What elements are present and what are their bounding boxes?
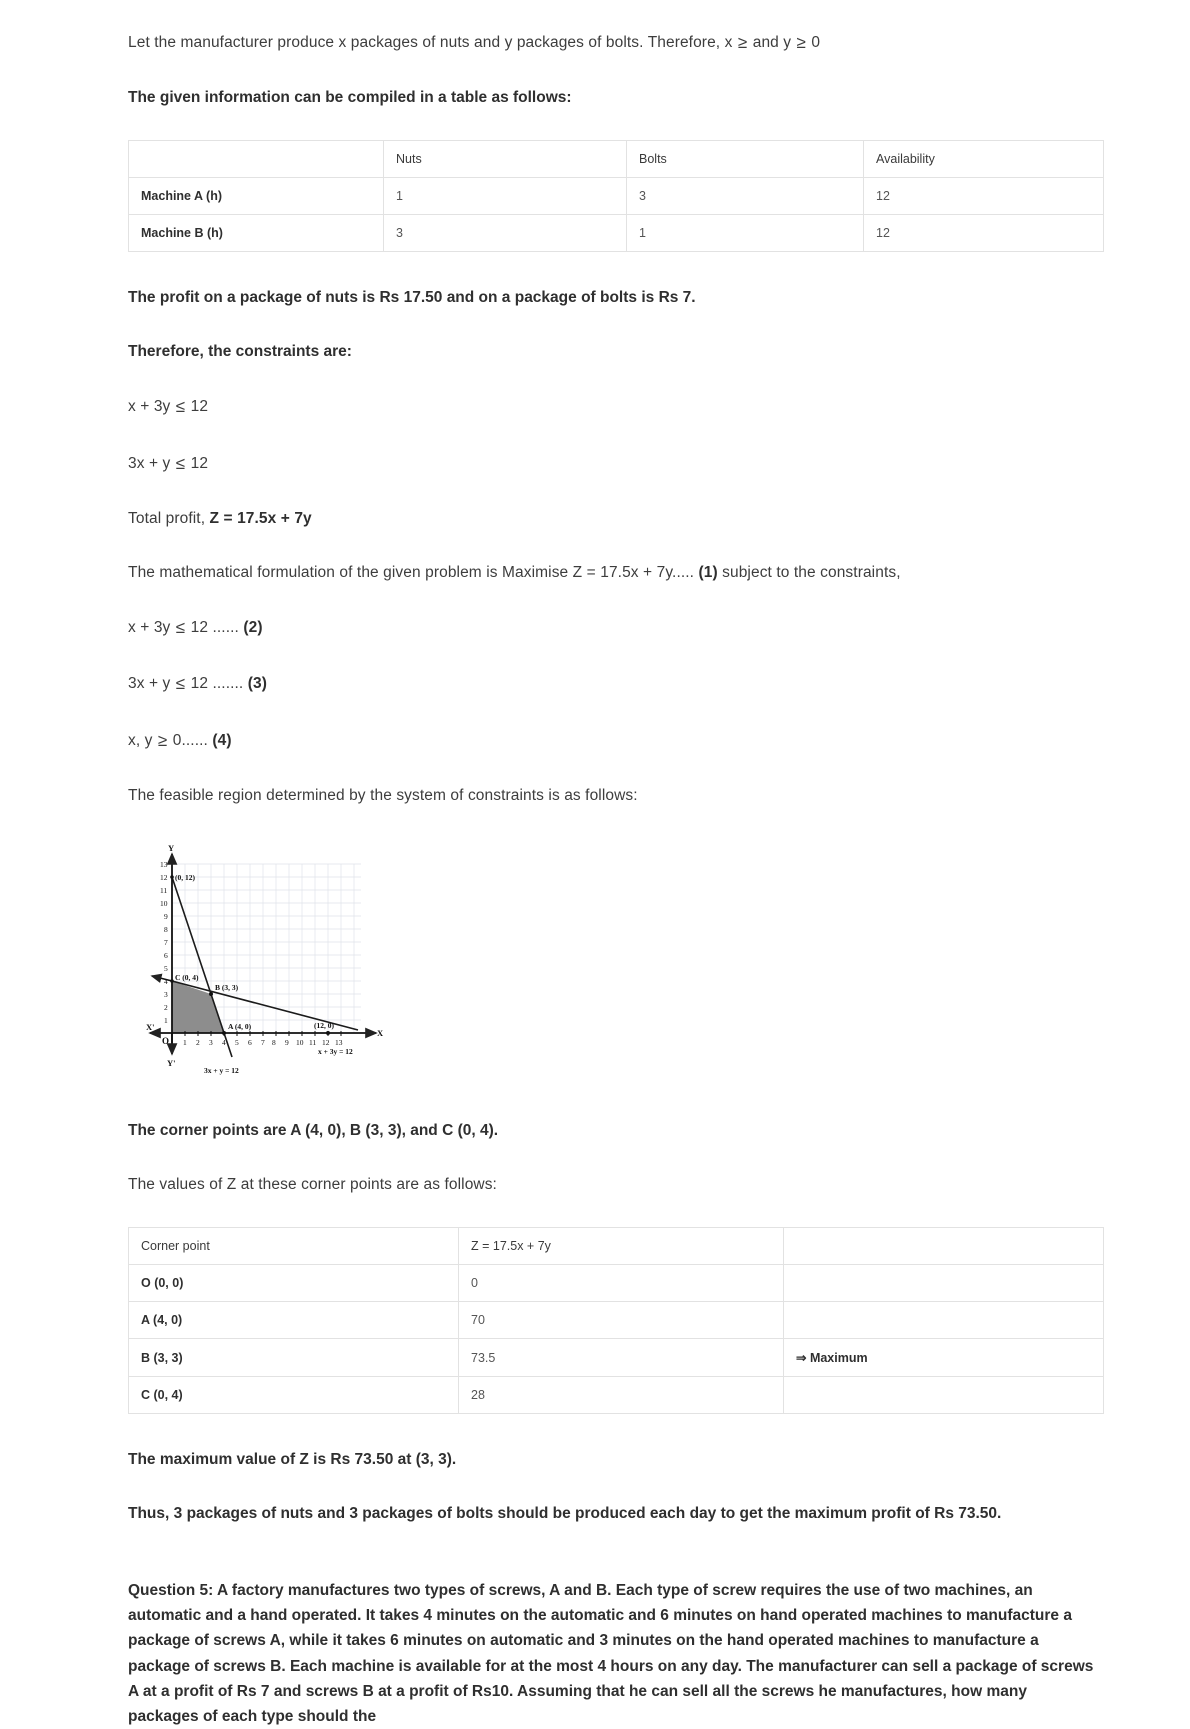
greater-equal-symbol-2: ≥ bbox=[796, 33, 806, 52]
svg-text:1: 1 bbox=[164, 1016, 168, 1026]
numbered-constraint-4 bbox=[128, 728, 1100, 754]
z-table-header-corner-point: Corner point bbox=[129, 1228, 459, 1265]
z-row-a-note bbox=[784, 1302, 1104, 1339]
nc4-lhs: x, y bbox=[128, 731, 157, 749]
annotation-0-12: (0, 12) bbox=[175, 873, 195, 883]
table-row bbox=[129, 1302, 1104, 1339]
machine-b-bolts: 1 bbox=[627, 215, 864, 252]
origin-label: O bbox=[162, 1036, 170, 1047]
x-tick-labels bbox=[183, 1038, 343, 1047]
svg-text:7: 7 bbox=[261, 1038, 265, 1048]
z-row-o-point: O (0, 0) bbox=[129, 1265, 459, 1302]
annotation-12-0: (12, 0) bbox=[314, 1021, 334, 1031]
nc2-number: (2) bbox=[243, 619, 263, 637]
axis-arrow-at-c bbox=[152, 976, 172, 981]
table-row bbox=[129, 215, 1104, 252]
formulation-line bbox=[128, 561, 1100, 585]
formulation-dots: ..... bbox=[672, 564, 699, 582]
svg-text:6: 6 bbox=[164, 951, 168, 961]
machine-a-bolts: 3 bbox=[627, 178, 864, 215]
constraint-2-lhs: 3x + y bbox=[128, 454, 175, 472]
final-conclusion: Thus, 3 packages of nuts and 3 packages of bolts should be produced each day to get the maximum profit of Rs 73.50. bbox=[128, 1505, 1002, 1523]
svg-text:10: 10 bbox=[296, 1038, 304, 1048]
z-row-c-point: C (0, 4) bbox=[129, 1377, 459, 1414]
constraint-2-rhs: 12 bbox=[186, 454, 209, 472]
z-row-a-value: 70 bbox=[459, 1302, 784, 1339]
next-question-text: Question 5: A factory manufactures two types of screws, A and B. Each type of screw requires the use of two machines, an automatic and a hand operated. It takes 4 minutes on the automatic and 6 minutes on hand operated machines to manufacture a package of screws A, while it takes 6 minutes on automatic and 3 minutes on the hand operated machines to manufacture a package of screws B. Each machine is available for at the most 4 hours on any day. The manufacturer can sell a package of screws A at a profit of Rs 7 and screws B at a profit of Rs10. Assuming that he can sell all the screws he manufactures, how many packages of each type should the bbox=[128, 1582, 1094, 1725]
table-row bbox=[129, 1265, 1104, 1302]
nc3-rhs: 12 ....... bbox=[186, 675, 248, 693]
profit-statement: The profit on a package of nuts is Rs 17.50 and on a package of bolts is Rs 7. bbox=[128, 289, 696, 307]
svg-text:5: 5 bbox=[164, 964, 168, 974]
svg-text:8: 8 bbox=[164, 925, 168, 935]
machine-table-header-bolts: Bolts bbox=[627, 141, 864, 178]
graph-svg bbox=[146, 838, 386, 1083]
y-negative-axis-label: Y' bbox=[167, 1058, 176, 1069]
svg-text:9: 9 bbox=[164, 912, 168, 922]
label-3x-plus-y-12: 3x + y = 12 bbox=[204, 1066, 239, 1076]
z-row-c-note bbox=[784, 1377, 1104, 1414]
svg-text:13: 13 bbox=[160, 860, 168, 870]
numbered-constraint-3 bbox=[128, 671, 1100, 697]
constraint-1 bbox=[128, 394, 1100, 420]
maximum-value-statement: The maximum value of Z is Rs 73.50 at (3, 3). bbox=[128, 1451, 457, 1469]
nc3-number: (3) bbox=[247, 675, 267, 693]
nc2-rhs: 12 ...... bbox=[186, 619, 244, 637]
feasible-region-graph bbox=[146, 838, 386, 1083]
table-header-row bbox=[129, 1228, 1104, 1265]
svg-text:3: 3 bbox=[164, 990, 168, 1000]
machine-table-header-blank bbox=[129, 141, 384, 178]
annotation-c-0-4: C (0, 4) bbox=[175, 973, 199, 983]
annotation-b-3-3: B (3, 3) bbox=[215, 983, 239, 993]
svg-text:12: 12 bbox=[160, 873, 168, 883]
intro-line bbox=[128, 30, 1100, 56]
greater-equal-symbol-1: ≥ bbox=[737, 33, 748, 52]
svg-text:12: 12 bbox=[322, 1038, 330, 1048]
z-table-header-formula: Z = 17.5x + 7y bbox=[459, 1228, 784, 1265]
label-x-plus-3y-12: x + 3y = 12 bbox=[318, 1047, 353, 1057]
z-row-o-note bbox=[784, 1265, 1104, 1302]
total-profit-label: Total profit, bbox=[128, 510, 210, 528]
formulation-pre: The mathematical formulation of the given problem is Maximise Z = 17.5x + 7y bbox=[128, 564, 673, 582]
z-table-header-note bbox=[784, 1228, 1104, 1265]
table-heading: The given information can be compiled in a table as follows: bbox=[128, 89, 572, 107]
z-values-heading: The values of Z at these corner points are as follows: bbox=[128, 1176, 497, 1194]
svg-text:3: 3 bbox=[209, 1038, 213, 1048]
svg-text:8: 8 bbox=[272, 1038, 276, 1048]
less-equal-symbol: ≤ bbox=[175, 453, 186, 473]
z-values-table bbox=[128, 1227, 1104, 1414]
numbered-constraint-2 bbox=[128, 615, 1100, 641]
svg-text:13: 13 bbox=[335, 1038, 343, 1048]
svg-text:2: 2 bbox=[196, 1038, 200, 1048]
machine-a-availability: 12 bbox=[864, 178, 1104, 215]
formulation-eq-number: (1) bbox=[698, 564, 718, 582]
table-row bbox=[129, 1377, 1104, 1414]
total-profit-line bbox=[128, 507, 1100, 531]
z-row-c-value: 28 bbox=[459, 1377, 784, 1414]
svg-text:2: 2 bbox=[164, 1003, 168, 1013]
z-row-o-value: 0 bbox=[459, 1265, 784, 1302]
less-equal-symbol: ≤ bbox=[175, 674, 186, 694]
feasible-region-intro: The feasible region determined by the system of constraints is as follows: bbox=[128, 787, 638, 805]
constraint-1-lhs: x + 3y bbox=[128, 398, 175, 416]
less-equal-symbol: ≤ bbox=[175, 618, 186, 638]
x-negative-axis-label: X' bbox=[146, 1022, 155, 1033]
nc4-number: (4) bbox=[212, 731, 232, 749]
constraints-heading: Therefore, the constraints are: bbox=[128, 343, 352, 361]
z-row-b-value: 73.5 bbox=[459, 1339, 784, 1377]
svg-text:7: 7 bbox=[164, 938, 168, 948]
corner-points-statement: The corner points are A (4, 0), B (3, 3), and C (0, 4). bbox=[128, 1122, 499, 1140]
x-axis-label: X bbox=[377, 1028, 384, 1039]
z-row-a-point: A (4, 0) bbox=[129, 1302, 459, 1339]
table-header-row bbox=[129, 141, 1104, 178]
nc2-lhs: x + 3y bbox=[128, 619, 175, 637]
machine-a-nuts: 1 bbox=[384, 178, 627, 215]
y-axis-label: Y bbox=[168, 843, 175, 854]
annotation-a-4-0: A (4, 0) bbox=[228, 1022, 252, 1032]
z-row-b-point: B (3, 3) bbox=[129, 1339, 459, 1377]
machine-a-label: Machine A (h) bbox=[129, 178, 384, 215]
total-profit-expression: Z = 17.5x + 7y bbox=[209, 510, 312, 528]
intro-line-pre: Let the manufacturer produce x packages of nuts and y packages of bolts. Therefore, x bbox=[128, 34, 737, 51]
svg-text:9: 9 bbox=[285, 1038, 289, 1048]
svg-text:10: 10 bbox=[160, 899, 168, 909]
svg-text:11: 11 bbox=[160, 886, 168, 896]
y-tick-labels bbox=[160, 860, 168, 1025]
svg-text:1: 1 bbox=[183, 1038, 187, 1048]
svg-text:11: 11 bbox=[309, 1038, 317, 1048]
svg-text:6: 6 bbox=[248, 1038, 252, 1048]
machine-b-availability: 12 bbox=[864, 215, 1104, 252]
machine-b-label: Machine B (h) bbox=[129, 215, 384, 252]
svg-text:4: 4 bbox=[164, 977, 168, 987]
z-row-b-note: ⇒ Maximum bbox=[784, 1339, 1104, 1377]
intro-line-post: 0 bbox=[806, 34, 821, 51]
greater-equal-symbol: ≥ bbox=[157, 730, 168, 750]
table-row bbox=[129, 1339, 1104, 1377]
table-row bbox=[129, 178, 1104, 215]
svg-text:4: 4 bbox=[222, 1038, 226, 1048]
nc4-rhs: 0...... bbox=[168, 731, 213, 749]
machine-table-header-availability: Availability bbox=[864, 141, 1104, 178]
formulation-post: subject to the constraints, bbox=[717, 564, 901, 582]
less-equal-symbol: ≤ bbox=[175, 397, 186, 417]
intro-line-mid: and y bbox=[748, 34, 796, 51]
nc3-lhs: 3x + y bbox=[128, 675, 175, 693]
constraint-2 bbox=[128, 451, 1100, 477]
machine-b-nuts: 3 bbox=[384, 215, 627, 252]
svg-text:5: 5 bbox=[235, 1038, 239, 1048]
machine-table-header-nuts: Nuts bbox=[384, 141, 627, 178]
machine-availability-table bbox=[128, 140, 1104, 252]
constraint-1-rhs: 12 bbox=[186, 398, 209, 416]
